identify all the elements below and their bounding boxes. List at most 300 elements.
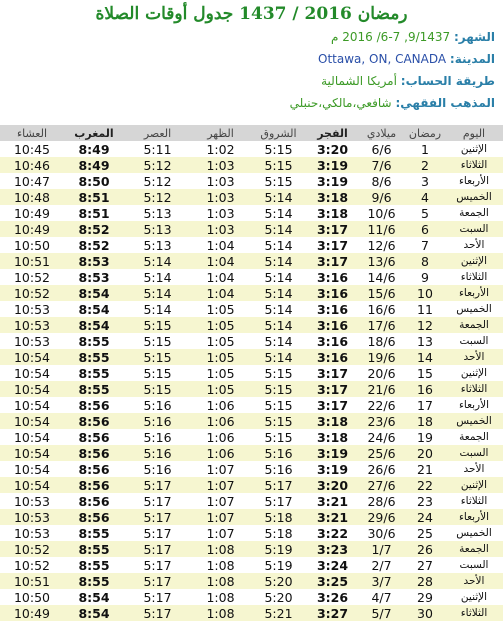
cell-maghrib: 8:51 [64, 205, 124, 221]
cell-day: الثلاثاء [445, 269, 503, 285]
cell-gregorian: 25/6 [358, 445, 405, 461]
header-isha: العشاء [0, 125, 64, 141]
table-row [0, 413, 503, 429]
cell-fajr: 3:17 [307, 237, 358, 253]
cell-ramadan: 25 [405, 525, 445, 541]
cell-gregorian: 23/6 [358, 413, 405, 429]
header-ramadan: رمضان [405, 125, 445, 141]
table-row [0, 237, 503, 253]
cell-sunrise: 5:14 [250, 285, 307, 301]
cell-maghrib: 8:52 [64, 237, 124, 253]
cell-dhuhr: 1:05 [191, 349, 250, 365]
method-value: أمريكا الشمالية [321, 74, 397, 88]
cell-isha: 10:53 [0, 525, 64, 541]
table-row [0, 141, 503, 157]
cell-asr: 5:12 [124, 173, 191, 189]
cell-fajr: 3:19 [307, 157, 358, 173]
cell-ramadan: 18 [405, 413, 445, 429]
cell-day: الثلاثاء [445, 157, 503, 173]
table-row [0, 205, 503, 221]
cell-fajr: 3:17 [307, 253, 358, 269]
cell-day: الخميس [445, 301, 503, 317]
cell-gregorian: 24/6 [358, 429, 405, 445]
method-info [321, 74, 495, 88]
header-maghrib: المغرب [64, 125, 124, 141]
cell-isha: 10:50 [0, 237, 64, 253]
cell-ramadan: 15 [405, 365, 445, 381]
cell-maghrib: 8:56 [64, 493, 124, 509]
madhab-value: شافعي،مالكي،حنبلي [289, 96, 392, 110]
cell-gregorian: 2/7 [358, 557, 405, 573]
city-info [318, 52, 495, 66]
cell-sunrise: 5:14 [250, 317, 307, 333]
cell-sunrise: 5:16 [250, 461, 307, 477]
cell-gregorian: 7/6 [358, 157, 405, 173]
cell-ramadan: 22 [405, 477, 445, 493]
cell-asr: 5:16 [124, 429, 191, 445]
cell-dhuhr: 1:03 [191, 173, 250, 189]
cell-fajr: 3:17 [307, 365, 358, 381]
cell-maghrib: 8:54 [64, 301, 124, 317]
cell-dhuhr: 1:05 [191, 333, 250, 349]
header-dhuhr: الظهر [191, 125, 250, 141]
madhab-label: المذهب الفقهي: [395, 96, 495, 110]
cell-asr: 5:17 [124, 541, 191, 557]
cell-dhuhr: 1:08 [191, 541, 250, 557]
month-info [331, 30, 495, 44]
cell-asr: 5:13 [124, 237, 191, 253]
cell-dhuhr: 1:04 [191, 269, 250, 285]
table-row [0, 157, 503, 173]
cell-ramadan: 17 [405, 397, 445, 413]
prayer-times-table [0, 125, 503, 621]
cell-gregorian: 4/7 [358, 589, 405, 605]
cell-isha: 10:52 [0, 557, 64, 573]
cell-sunrise: 5:14 [250, 349, 307, 365]
cell-ramadan: 16 [405, 381, 445, 397]
cell-fajr: 3:19 [307, 461, 358, 477]
cell-asr: 5:16 [124, 445, 191, 461]
cell-ramadan: 20 [405, 445, 445, 461]
cell-isha: 10:54 [0, 445, 64, 461]
cell-ramadan: 9 [405, 269, 445, 285]
cell-asr: 5:17 [124, 493, 191, 509]
cell-dhuhr: 1:03 [191, 157, 250, 173]
cell-dhuhr: 1:08 [191, 573, 250, 589]
cell-gregorian: 19/6 [358, 349, 405, 365]
cell-asr: 5:13 [124, 221, 191, 237]
table-row [0, 317, 503, 333]
cell-asr: 5:17 [124, 573, 191, 589]
table-row [0, 397, 503, 413]
cell-gregorian: 18/6 [358, 333, 405, 349]
cell-maghrib: 8:54 [64, 285, 124, 301]
cell-isha: 10:54 [0, 477, 64, 493]
cell-sunrise: 5:14 [250, 205, 307, 221]
cell-fajr: 3:16 [307, 333, 358, 349]
cell-dhuhr: 1:03 [191, 205, 250, 221]
cell-sunrise: 5:15 [250, 381, 307, 397]
cell-asr: 5:14 [124, 285, 191, 301]
cell-day: السبت [445, 221, 503, 237]
cell-dhuhr: 1:05 [191, 365, 250, 381]
cell-day: السبت [445, 557, 503, 573]
cell-ramadan: 6 [405, 221, 445, 237]
header-asr: العصر [124, 125, 191, 141]
cell-sunrise: 5:20 [250, 589, 307, 605]
table-row [0, 253, 503, 269]
cell-day: الأحد [445, 573, 503, 589]
cell-maghrib: 8:51 [64, 189, 124, 205]
cell-isha: 10:53 [0, 333, 64, 349]
cell-dhuhr: 1:07 [191, 477, 250, 493]
cell-day: السبت [445, 445, 503, 461]
cell-maghrib: 8:50 [64, 173, 124, 189]
cell-maghrib: 8:56 [64, 445, 124, 461]
cell-day: الأربعاء [445, 173, 503, 189]
cell-isha: 10:50 [0, 589, 64, 605]
cell-dhuhr: 1:07 [191, 525, 250, 541]
cell-sunrise: 5:15 [250, 413, 307, 429]
cell-day: الجمعة [445, 429, 503, 445]
cell-ramadan: 14 [405, 349, 445, 365]
cell-day: الخميس [445, 525, 503, 541]
cell-dhuhr: 1:05 [191, 317, 250, 333]
cell-asr: 5:15 [124, 365, 191, 381]
cell-day: الأربعاء [445, 397, 503, 413]
cell-dhuhr: 1:02 [191, 141, 250, 157]
cell-asr: 5:17 [124, 589, 191, 605]
table-row [0, 333, 503, 349]
cell-day: الخميس [445, 413, 503, 429]
cell-sunrise: 5:17 [250, 493, 307, 509]
header-day: اليوم [445, 125, 503, 141]
cell-fajr: 3:18 [307, 413, 358, 429]
cell-fajr: 3:18 [307, 429, 358, 445]
cell-asr: 5:16 [124, 413, 191, 429]
madhab-info [290, 96, 495, 110]
cell-ramadan: 5 [405, 205, 445, 221]
cell-fajr: 3:19 [307, 445, 358, 461]
cell-gregorian: 21/6 [358, 381, 405, 397]
cell-sunrise: 5:15 [250, 365, 307, 381]
cell-sunrise: 5:17 [250, 477, 307, 493]
cell-gregorian: 26/6 [358, 461, 405, 477]
table-body [0, 141, 503, 621]
cell-sunrise: 5:18 [250, 509, 307, 525]
header-fajr: الفجر [307, 125, 358, 141]
cell-ramadan: 8 [405, 253, 445, 269]
cell-maghrib: 8:55 [64, 557, 124, 573]
cell-gregorian: 9/6 [358, 189, 405, 205]
page-title: رمضان 2016 / 1437 جدول أوقات الصلاة [95, 4, 408, 24]
cell-isha: 10:49 [0, 221, 64, 237]
cell-day: الأربعاء [445, 509, 503, 525]
cell-maghrib: 8:53 [64, 253, 124, 269]
cell-ramadan: 21 [405, 461, 445, 477]
cell-fajr: 3:16 [307, 349, 358, 365]
cell-day: الإثنين [445, 477, 503, 493]
cell-dhuhr: 1:08 [191, 557, 250, 573]
table-header-row [0, 125, 503, 141]
cell-maghrib: 8:55 [64, 525, 124, 541]
cell-gregorian: 11/6 [358, 221, 405, 237]
table-row [0, 221, 503, 237]
city-value: Ottawa, ON, CANADA [318, 52, 447, 66]
cell-fajr: 3:21 [307, 509, 358, 525]
cell-ramadan: 2 [405, 157, 445, 173]
cell-maghrib: 8:55 [64, 365, 124, 381]
cell-fajr: 3:23 [307, 541, 358, 557]
cell-ramadan: 11 [405, 301, 445, 317]
cell-ramadan: 12 [405, 317, 445, 333]
cell-asr: 5:14 [124, 301, 191, 317]
cell-fajr: 3:27 [307, 605, 358, 621]
cell-sunrise: 5:20 [250, 573, 307, 589]
cell-isha: 10:46 [0, 157, 64, 173]
cell-sunrise: 5:21 [250, 605, 307, 621]
cell-fajr: 3:16 [307, 285, 358, 301]
cell-dhuhr: 1:03 [191, 221, 250, 237]
header-gregorian: ميلادي [358, 125, 405, 141]
cell-ramadan: 7 [405, 237, 445, 253]
cell-gregorian: 10/6 [358, 205, 405, 221]
cell-asr: 5:15 [124, 349, 191, 365]
cell-isha: 10:52 [0, 269, 64, 285]
cell-asr: 5:16 [124, 461, 191, 477]
cell-maghrib: 8:54 [64, 317, 124, 333]
city-label: المدينة: [449, 52, 495, 66]
cell-maghrib: 8:56 [64, 413, 124, 429]
cell-fajr: 3:26 [307, 589, 358, 605]
cell-ramadan: 19 [405, 429, 445, 445]
cell-maghrib: 8:56 [64, 397, 124, 413]
cell-ramadan: 23 [405, 493, 445, 509]
cell-dhuhr: 1:05 [191, 301, 250, 317]
cell-maghrib: 8:56 [64, 429, 124, 445]
cell-fajr: 3:17 [307, 397, 358, 413]
cell-asr: 5:12 [124, 157, 191, 173]
month-label: الشهر: [453, 30, 495, 44]
cell-gregorian: 20/6 [358, 365, 405, 381]
cell-fajr: 3:20 [307, 141, 358, 157]
cell-day: الإثنين [445, 589, 503, 605]
cell-asr: 5:17 [124, 557, 191, 573]
cell-day: الأربعاء [445, 285, 503, 301]
cell-isha: 10:54 [0, 413, 64, 429]
cell-sunrise: 5:15 [250, 429, 307, 445]
cell-fajr: 3:19 [307, 173, 358, 189]
cell-maghrib: 8:55 [64, 333, 124, 349]
cell-sunrise: 5:18 [250, 525, 307, 541]
cell-dhuhr: 1:08 [191, 589, 250, 605]
cell-isha: 10:51 [0, 253, 64, 269]
cell-isha: 10:53 [0, 509, 64, 525]
cell-fajr: 3:17 [307, 221, 358, 237]
cell-day: الجمعة [445, 541, 503, 557]
cell-maghrib: 8:54 [64, 589, 124, 605]
cell-fajr: 3:22 [307, 525, 358, 541]
method-label: طريقة الحساب: [400, 74, 495, 88]
cell-dhuhr: 1:06 [191, 429, 250, 445]
cell-fajr: 3:20 [307, 477, 358, 493]
cell-isha: 10:45 [0, 141, 64, 157]
cell-gregorian: 22/6 [358, 397, 405, 413]
cell-isha: 10:53 [0, 317, 64, 333]
cell-sunrise: 5:19 [250, 541, 307, 557]
cell-asr: 5:17 [124, 605, 191, 621]
cell-day: الجمعة [445, 205, 503, 221]
cell-asr: 5:16 [124, 397, 191, 413]
cell-fajr: 3:24 [307, 557, 358, 573]
cell-day: الثلاثاء [445, 493, 503, 509]
table-row [0, 525, 503, 541]
cell-ramadan: 30 [405, 605, 445, 621]
cell-isha: 10:52 [0, 541, 64, 557]
table-row [0, 573, 503, 589]
cell-gregorian: 12/6 [358, 237, 405, 253]
cell-asr: 5:13 [124, 205, 191, 221]
cell-fajr: 3:16 [307, 317, 358, 333]
cell-day: الجمعة [445, 317, 503, 333]
cell-dhuhr: 1:07 [191, 509, 250, 525]
cell-dhuhr: 1:04 [191, 285, 250, 301]
cell-maghrib: 8:56 [64, 461, 124, 477]
table-row [0, 461, 503, 477]
cell-maghrib: 8:55 [64, 541, 124, 557]
table-row [0, 173, 503, 189]
cell-sunrise: 5:14 [250, 333, 307, 349]
cell-asr: 5:17 [124, 525, 191, 541]
cell-isha: 10:54 [0, 461, 64, 477]
cell-fajr: 3:17 [307, 381, 358, 397]
cell-maghrib: 8:49 [64, 157, 124, 173]
cell-gregorian: 15/6 [358, 285, 405, 301]
table-row [0, 541, 503, 557]
cell-day: الإثنين [445, 365, 503, 381]
table-row [0, 381, 503, 397]
table-row [0, 285, 503, 301]
cell-dhuhr: 1:06 [191, 413, 250, 429]
cell-sunrise: 5:16 [250, 445, 307, 461]
cell-dhuhr: 1:06 [191, 397, 250, 413]
table-row [0, 557, 503, 573]
cell-day: الأحد [445, 461, 503, 477]
cell-day: الأحد [445, 237, 503, 253]
cell-asr: 5:15 [124, 317, 191, 333]
cell-sunrise: 5:14 [250, 269, 307, 285]
cell-dhuhr: 1:04 [191, 253, 250, 269]
cell-gregorian: 6/6 [358, 141, 405, 157]
cell-maghrib: 8:55 [64, 573, 124, 589]
cell-ramadan: 13 [405, 333, 445, 349]
cell-asr: 5:14 [124, 269, 191, 285]
cell-fajr: 3:18 [307, 189, 358, 205]
table-row [0, 605, 503, 621]
cell-gregorian: 30/6 [358, 525, 405, 541]
cell-gregorian: 3/7 [358, 573, 405, 589]
cell-gregorian: 28/6 [358, 493, 405, 509]
cell-maghrib: 8:55 [64, 381, 124, 397]
cell-isha: 10:54 [0, 429, 64, 445]
cell-sunrise: 5:19 [250, 557, 307, 573]
cell-maghrib: 8:53 [64, 269, 124, 285]
cell-day: السبت [445, 333, 503, 349]
cell-isha: 10:49 [0, 605, 64, 621]
month-value: 9/1437, 7-6/ 2016 م [331, 30, 451, 44]
cell-gregorian: 13/6 [358, 253, 405, 269]
cell-day: الخميس [445, 189, 503, 205]
cell-day: الثلاثاء [445, 381, 503, 397]
cell-maghrib: 8:56 [64, 477, 124, 493]
cell-sunrise: 5:15 [250, 397, 307, 413]
cell-ramadan: 3 [405, 173, 445, 189]
table-row [0, 429, 503, 445]
cell-gregorian: 5/7 [358, 605, 405, 621]
cell-dhuhr: 1:04 [191, 237, 250, 253]
cell-asr: 5:15 [124, 333, 191, 349]
table-row [0, 189, 503, 205]
cell-ramadan: 28 [405, 573, 445, 589]
cell-maghrib: 8:56 [64, 509, 124, 525]
cell-maghrib: 8:52 [64, 221, 124, 237]
cell-gregorian: 17/6 [358, 317, 405, 333]
cell-asr: 5:15 [124, 381, 191, 397]
header-sunrise: الشروق [250, 125, 307, 141]
cell-gregorian: 27/6 [358, 477, 405, 493]
cell-isha: 10:54 [0, 365, 64, 381]
table-row [0, 445, 503, 461]
cell-isha: 10:54 [0, 381, 64, 397]
table-row [0, 493, 503, 509]
cell-dhuhr: 1:06 [191, 445, 250, 461]
cell-isha: 10:47 [0, 173, 64, 189]
cell-day: الثلاثاء [445, 605, 503, 621]
cell-dhuhr: 1:08 [191, 605, 250, 621]
cell-ramadan: 27 [405, 557, 445, 573]
table-row [0, 477, 503, 493]
cell-sunrise: 5:14 [250, 253, 307, 269]
cell-asr: 5:12 [124, 189, 191, 205]
cell-isha: 10:54 [0, 349, 64, 365]
cell-day: الأحد [445, 349, 503, 365]
table-row [0, 509, 503, 525]
cell-sunrise: 5:15 [250, 141, 307, 157]
cell-fajr: 3:18 [307, 205, 358, 221]
cell-sunrise: 5:14 [250, 221, 307, 237]
table-row [0, 365, 503, 381]
cell-dhuhr: 1:07 [191, 493, 250, 509]
table-row [0, 589, 503, 605]
cell-maghrib: 8:49 [64, 141, 124, 157]
cell-maghrib: 8:55 [64, 349, 124, 365]
cell-day: الإثنين [445, 253, 503, 269]
cell-gregorian: 14/6 [358, 269, 405, 285]
cell-isha: 10:54 [0, 397, 64, 413]
cell-ramadan: 1 [405, 141, 445, 157]
table-row [0, 269, 503, 285]
cell-gregorian: 16/6 [358, 301, 405, 317]
cell-ramadan: 24 [405, 509, 445, 525]
cell-asr: 5:11 [124, 141, 191, 157]
cell-fajr: 3:21 [307, 493, 358, 509]
cell-isha: 10:51 [0, 573, 64, 589]
cell-asr: 5:17 [124, 477, 191, 493]
cell-asr: 5:14 [124, 253, 191, 269]
cell-fajr: 3:16 [307, 269, 358, 285]
cell-gregorian: 8/6 [358, 173, 405, 189]
table-row [0, 301, 503, 317]
